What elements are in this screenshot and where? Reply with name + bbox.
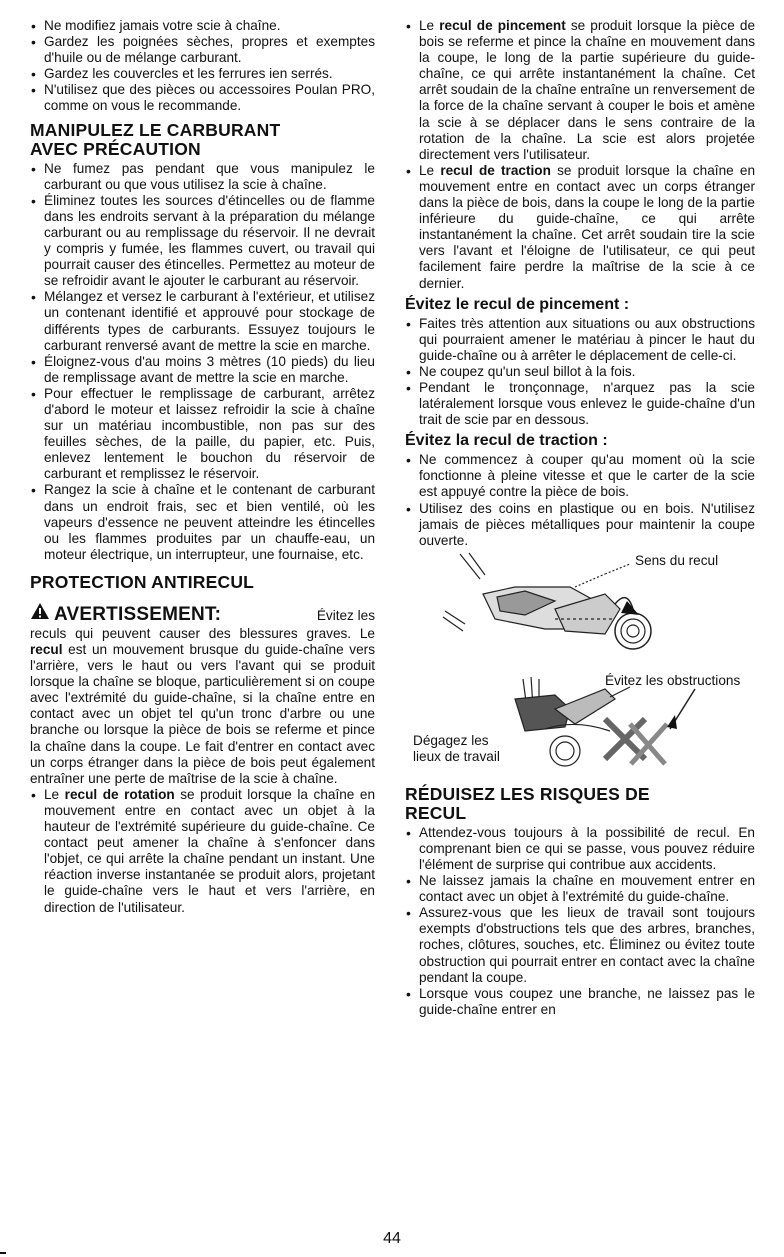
heading-avoid-pinch: Évitez le recul de pincement :: [405, 295, 630, 313]
list-item: • Faites très attention aux situations ou aux obstructions qui pourraient amener le matériau à pincer le haut du guide-chaîne ou à arrêter le déplacement de celle-ci.: [405, 316, 755, 364]
page-number: 44: [383, 1230, 401, 1247]
list-item: [30, 787, 375, 916]
bullet-list-pinch: [405, 316, 755, 429]
pull-bold: recul de traction: [440, 162, 551, 178]
heading-fuel: MANIPULEZ LE CARBURANT AVEC PRÉCAUTION: [30, 119, 281, 159]
bullet-list-recoil-types: [405, 18, 755, 292]
heading-reduce-risk: RÉDUISEZ LES RISQUES DE RECUL: [405, 783, 650, 823]
warning-text-1: reculs qui peuvent causer des blessures graves. Le: [30, 625, 375, 641]
list-item: • Ne modifiez jamais votre scie à chaîne.: [30, 18, 375, 34]
list-item: • Gardez les couvercles et les ferrures ien serrés.: [30, 66, 375, 82]
list-item: • Utilisez des coins en plastique ou en bois. N'utilisez jamais de pièces métalliques pour maintenir la coupe ouverte.: [405, 501, 755, 549]
heading-kickback: PROTECTION ANTIRECUL: [30, 571, 255, 592]
obstructions-figure: [405, 669, 755, 779]
edge-mark: [0, 1252, 6, 1254]
bullet-list-fuel: [30, 161, 375, 563]
kickback-direction-label: Sens du recul: [635, 552, 719, 568]
list-item: • Ne laissez jamais la chaîne en mouvement entrer en contact avec un objet à l'extrémité du guide-chaîne.: [405, 873, 755, 905]
list-item: • Attendez-vous toujours à la possibilité de recul. En comprenant bien ce qui se passe, vous pouvez réduire l'élément de surprise qui contribue aux accidents.: [405, 825, 755, 873]
pinch-bold: recul de pincement: [439, 18, 566, 33]
pinch-intro: Le: [419, 18, 440, 33]
bullet-list-pull: [405, 452, 755, 549]
warning-paragraph: [30, 626, 375, 787]
pull-intro: Le: [419, 162, 441, 178]
rotation-intro: Le: [44, 786, 65, 802]
warning-title: AVERTISSEMENT:: [54, 603, 222, 625]
bullet-list-rotation: [30, 787, 375, 916]
list-item: • Rangez la scie à chaîne et le contenant de carburant dans un endroit frais, sec et bien ventilé, où les vapeurs d'essence ne peuvent atteindre les étincelles ou les flammes produites par un chauffe-eau, un moteur électrique, un interrupteur, une fournaise, etc.: [30, 482, 375, 562]
heading-avoid-pull: Évitez la recul de traction :: [405, 432, 608, 450]
warning-triangle-icon: [30, 602, 50, 620]
warning-line: [30, 602, 375, 626]
list-item: • Ne commencez à couper qu'au moment où la scie fonctionne à pleine vitesse et que le carter de la scie est appuyé contre la pièce de bois.: [405, 452, 755, 500]
warning-text-2: est un mouvement brusque du guide-chaîne vers l'arrière, vers le haut ou vers l'avant qui se produit lorsque la chaîne se bloque, particulièrement si on coupe avec l'extrémité du guide-chaîne, si la chaîne entre en contact avec un objet tel qu'un tronc d'arbre ou une branche ou lorsque la pièce de bois se referme et pince la chaîne dans la coupe. Le fait d'entrer en contact avec un corps étranger dans la pièce de bois peut également entraîner une perte de maîtrise de la scie à chaîne.: [30, 642, 375, 786]
list-item: • Assurez-vous que les lieux de travail sont toujours exempts d'obstructions tels que des arbres, branches, roches, clôtures, souches, etc. Éliminez ou évitez toute obstruction qui pourrait entrer en contact avec la chaîne pendant la coupe.: [405, 905, 755, 985]
list-item: • Pour effectuer le remplissage de carburant, arrêtez d'abord le moteur et laissez refroidir la scie à chaîne sur un matériau incombustible, non pas sur des feuilles sèches, de la paille, du papier, etc. Puis, enlevez lentement le bouchon du réservoir de carburant et remplissez le réservoir.: [30, 386, 375, 483]
clear-work-area-label-2: lieux de travail: [413, 748, 500, 764]
list-item: [405, 163, 755, 292]
warning-rest: Évitez les: [316, 607, 375, 623]
rotation-text: se produit lorsque la chaîne en mouvement entre en contact avec un objet à la hauteur de l'extrémité supérieure du guide-chaîne. Ce contact peut amener la chaîne à s'enfoncer dans l'objet, ce qui arrête la chaîne pendant un instant. Une réaction inverse instantanée se produit alors, projetant le guide-chaîne vers le haut et vers l'arrière, en direction de l'utilisateur.: [44, 786, 376, 915]
list-item: • Pendant le tronçonnage, n'arquez pas la scie latéralement lorsque vous enlevez le guide-chaîne d'un trait de scie par en dessous.: [405, 380, 755, 428]
list-item: • Gardez les poignées sèches, propres et exemptes d'huile ou de mélange carburant.: [30, 34, 375, 66]
clear-work-area-label-1: Dégagez les: [413, 732, 489, 748]
pull-text: se produit lorsque la chaîne en mouvement entre en contact avec un corps étranger dans la pièce de bois, dans la coupe le long de la partie inférieure du guide-chaîne, ce qui arrête instantanément la chaîne. Cet arrêt soudain tire la scie vers l'avant et l'éloigne de l'utilisateur, ce qui peut facilement faire perdre la maîtrise de la scie à ce dernier.: [419, 162, 755, 291]
list-item: • Éloignez-vous d'au moins 3 mètres (10 pieds) du lieu de remplissage avant de mettre la scie en marche.: [30, 354, 375, 386]
avoid-obstructions-label: Évitez les obstructions: [605, 672, 741, 688]
list-item: • Mélangez et versez le carburant à l'extérieur, et utilisez un contenant identifié et approuvé pour stockage de différents types de carburants. Essuyez toujours le carburant renversé avant de mettre la scie en marche.: [30, 289, 375, 353]
left-column: [30, 18, 375, 916]
warning-bold: recul: [30, 642, 63, 657]
right-column: [405, 18, 755, 1018]
list-item: • Lorsque vous coupez une branche, ne laissez pas le guide-chaîne entrer en: [405, 986, 755, 1018]
list-item: • Ne coupez qu'un seul billot à la fois.: [405, 364, 755, 380]
rotation-bold: recul de rotation: [64, 786, 175, 802]
list-item: • N'utilisez que des pièces ou accessoires Poulan PRO, comme on vous le recommande.: [30, 82, 375, 114]
bullet-list-reduce: [405, 825, 755, 1018]
list-item: • Éliminez toutes les sources d'étincelles ou de flamme dans les endroits servant à la préparation du mélange carburant ou au remplissage du réservoir. Il ne devrait y compris y fumée, les flammes cuvert, ou travail qui pourrait causer des étincelles. Permettez au moteur de se refroidir avant le ajouter le carburant au réservoir.: [30, 193, 375, 290]
list-item: [405, 18, 755, 163]
bullet-list-top: [30, 18, 375, 115]
pinch-text: se produit lorsque la pièce de bois se referme et pince la chaîne en mouvement dans la coupe, le long de la partie supérieure du guide-chaîne, ce qui arrête instantanément la chaîne. Cet arrêt soudain de la chaîne entraîne un renversement de la force de la chaîne servant à couper le bois et amène la scie à se déplacer dans le sens contraire de la rotation de la chaîne. La scie est alors projetée directement vers l'utilisateur.: [419, 18, 756, 162]
list-item: • Ne fumez pas pendant que vous manipulez le carburant ou que vous utilisez la scie à chaîne.: [30, 161, 375, 193]
kickback-direction-figure: [405, 549, 755, 659]
